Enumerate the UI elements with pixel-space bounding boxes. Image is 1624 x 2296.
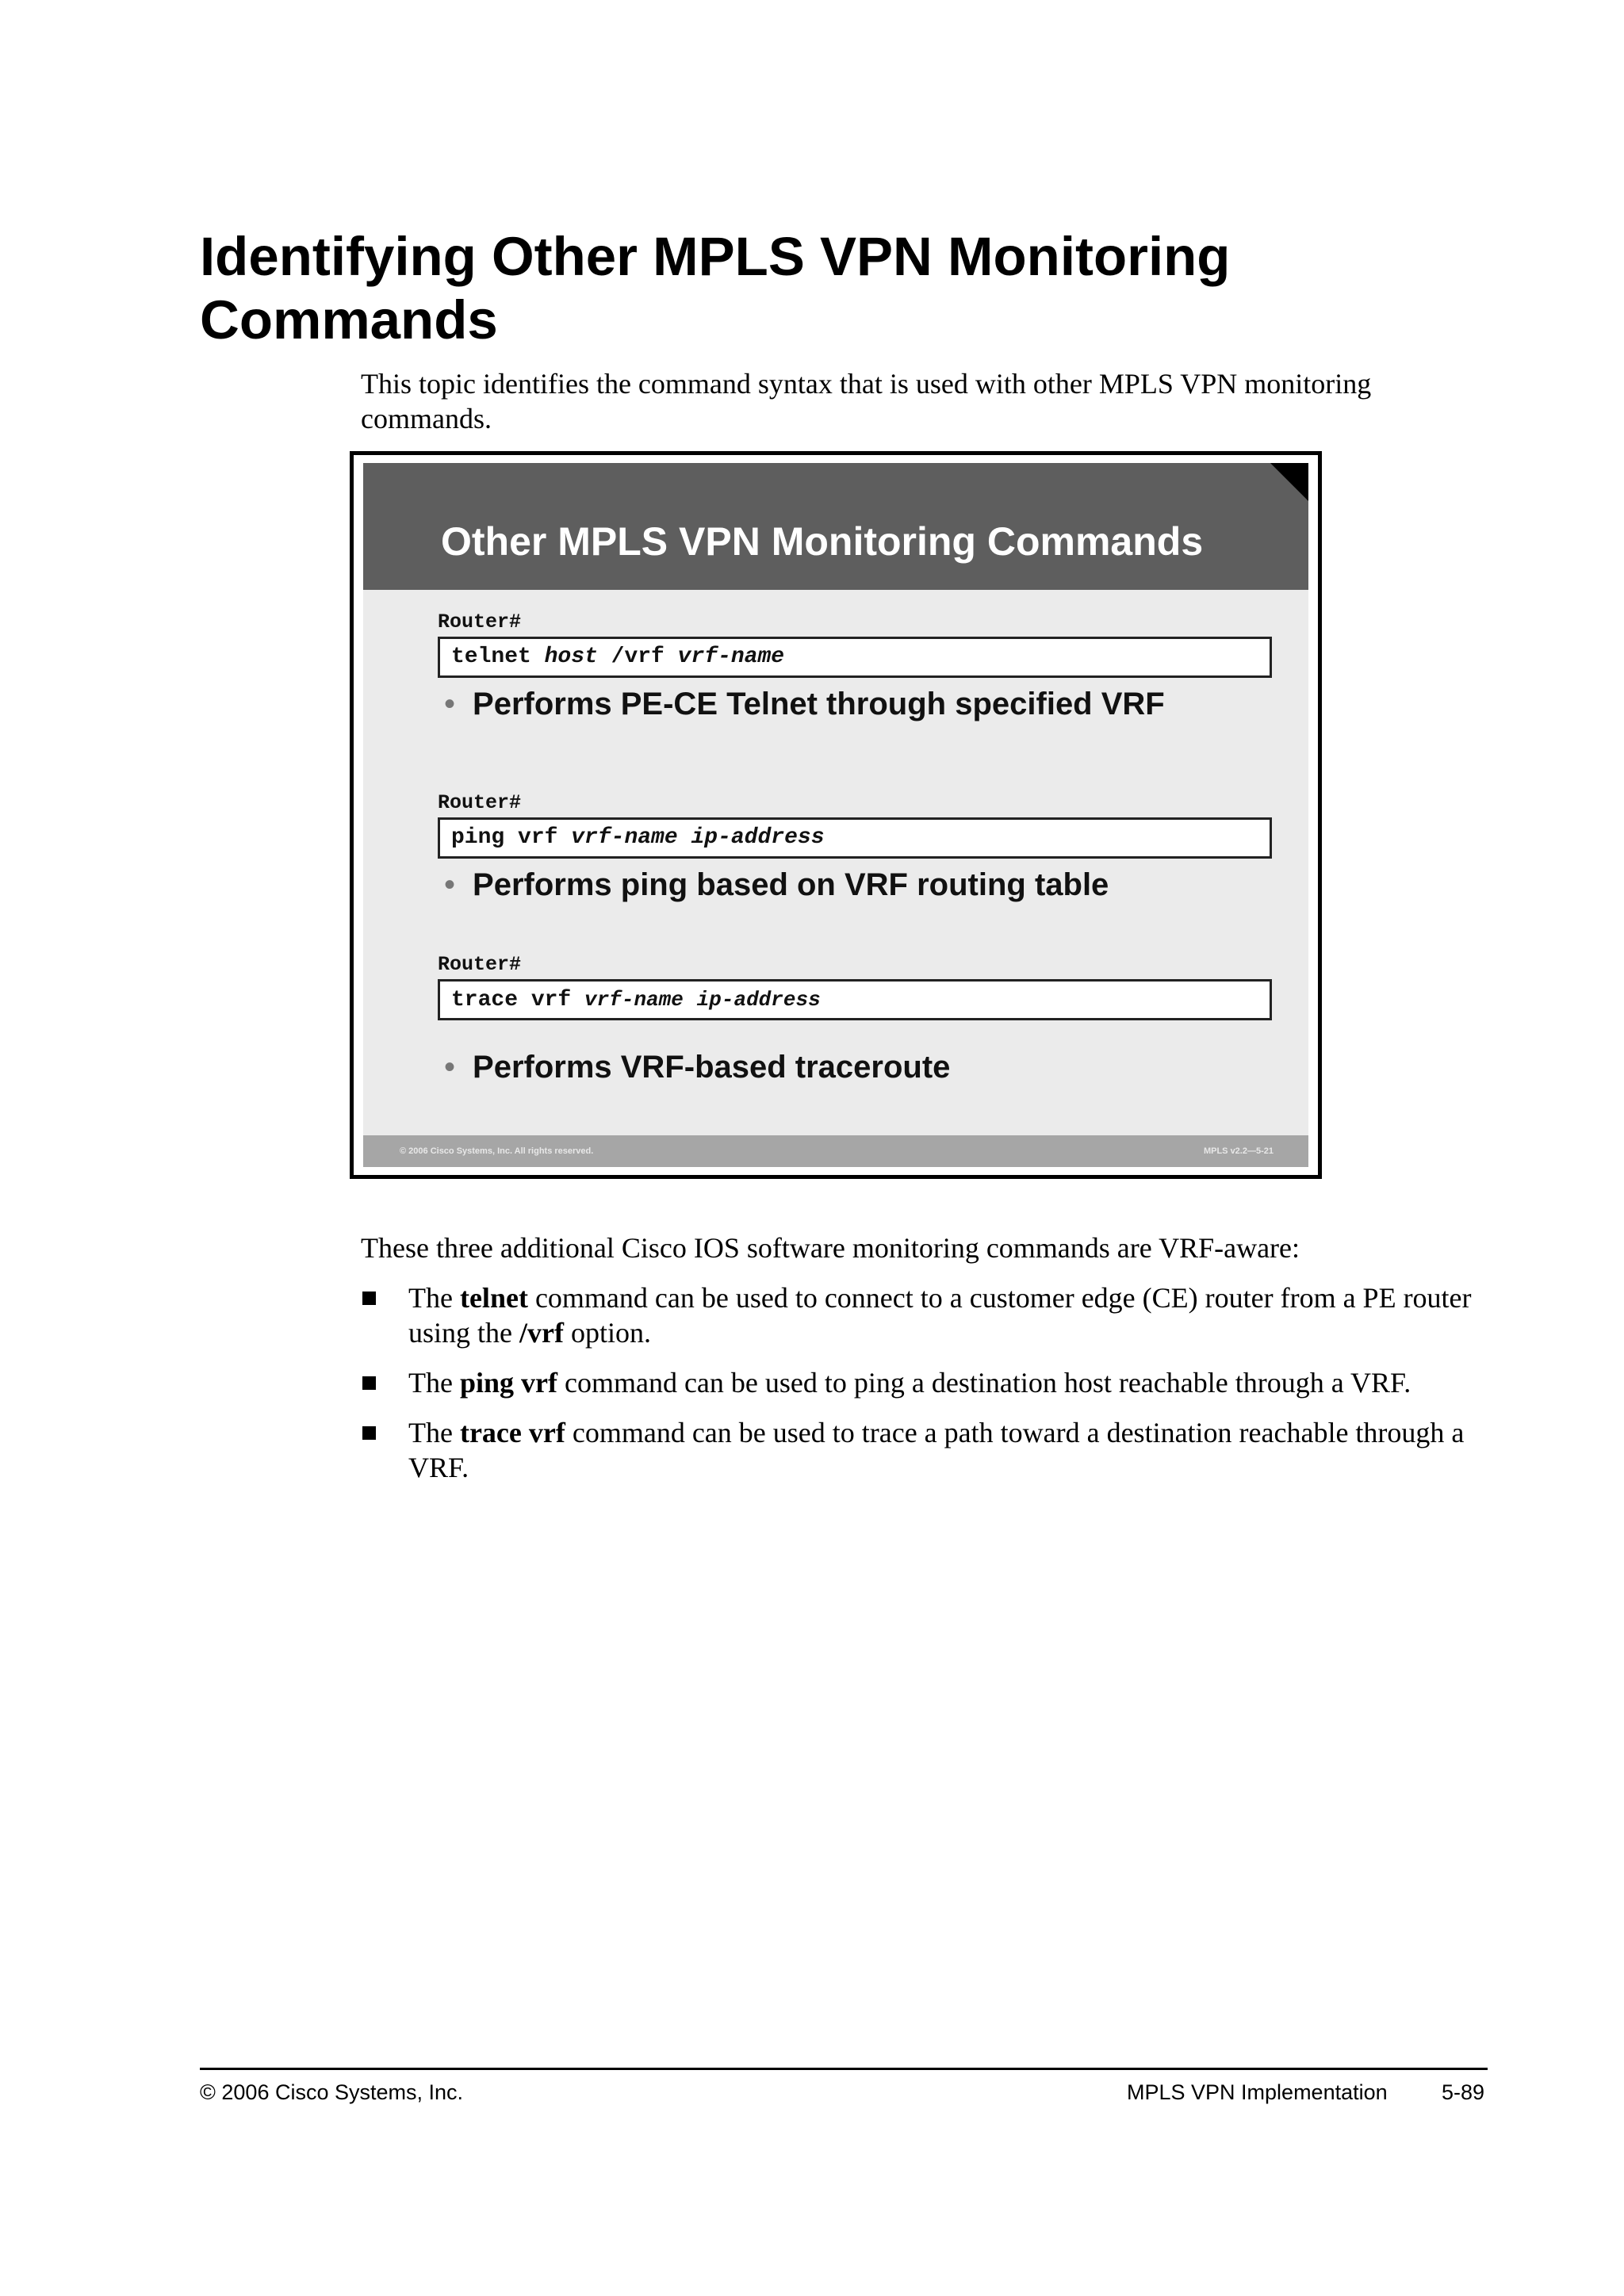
page-title	[200, 225, 1469, 352]
body-lead: These three additional Cisco IOS software monitoring commands are VRF-aware:	[361, 1232, 1300, 1264]
bullet-dot-icon: •	[444, 867, 456, 902]
command-box-trace	[438, 979, 1272, 1020]
command-argument: vrf-name	[677, 645, 785, 669]
list-text: command can be used to connect to a customer edge (CE) router from a PE router using the	[408, 1282, 1472, 1349]
intro-line-1: This topic identifies the command syntax that is used with other MPLS VPN monitoring	[361, 368, 1372, 400]
slide-footer-copyright: © 2006 Cisco Systems, Inc. All rights reserved.	[400, 1146, 594, 1156]
intro-line-2: commands.	[361, 403, 492, 434]
footer-page-number: 5-89	[1442, 2080, 1485, 2104]
slide-bullet-3	[444, 1050, 950, 1085]
slide-bullet-1	[444, 687, 1165, 722]
slide-bullet-text: Performs VRF-based traceroute	[473, 1050, 951, 1085]
command-keyword: trace vrf	[451, 988, 585, 1012]
slide-bullet-text: Performs PE-CE Telnet through specified VRF	[473, 687, 1165, 721]
slide-footer-code: MPLS v2.2—5-21	[1203, 1146, 1274, 1156]
corner-triangle-icon	[1270, 463, 1308, 501]
router-prompt-3: Router#	[438, 953, 522, 976]
command-argument: vrf-name	[584, 988, 684, 1012]
router-prompt-2: Router#	[438, 791, 522, 814]
command-argument: ip-address	[691, 825, 825, 850]
list-text: option.	[563, 1317, 651, 1349]
list-text: command can be used to trace a path toward a destination reachable through a VRF.	[408, 1417, 1465, 1483]
list-text: The	[408, 1367, 460, 1399]
list-text: The	[408, 1282, 460, 1314]
footer-copyright: © 2006 Cisco Systems, Inc.	[200, 2080, 464, 2104]
slide-footer	[363, 1135, 1308, 1167]
command-keyword: /vrf	[597, 645, 678, 669]
list-item	[361, 1415, 1487, 1485]
bullet-dot-icon: •	[444, 1050, 456, 1085]
router-prompt-1: Router#	[438, 610, 522, 633]
command-argument: ip-address	[696, 988, 821, 1012]
list-command: trace vrf	[459, 1417, 565, 1448]
slide-bullet-text: Performs ping based on VRF routing table	[473, 867, 1109, 902]
command-keyword	[684, 988, 697, 1012]
list-command: ping vrf	[459, 1367, 557, 1399]
square-bullet-icon	[362, 1376, 376, 1390]
command-argument: host	[544, 645, 598, 669]
list-item	[361, 1280, 1487, 1350]
page-title-line-2: Commands	[200, 289, 498, 350]
square-bullet-icon	[362, 1426, 376, 1440]
command-list	[361, 1280, 1487, 1500]
bullet-dot-icon: •	[444, 687, 456, 721]
slide-figure	[350, 451, 1322, 1179]
command-keyword: ping vrf	[451, 825, 572, 850]
list-command: telnet	[459, 1282, 528, 1314]
list-item	[361, 1365, 1487, 1400]
page-title-line-1: Identifying Other MPLS VPN Monitoring	[200, 226, 1231, 287]
list-text: The	[408, 1417, 460, 1448]
square-bullet-icon	[362, 1292, 376, 1305]
command-argument: vrf-name	[571, 825, 678, 850]
command-keyword	[678, 825, 691, 850]
command-box-telnet	[438, 637, 1272, 678]
footer-rule	[200, 2068, 1488, 2070]
list-command: /vrf	[519, 1317, 564, 1349]
list-text: command can be used to ping a destination host reachable through a VRF.	[557, 1367, 1411, 1399]
slide-bullet-2	[444, 867, 1109, 903]
command-box-ping	[438, 817, 1272, 859]
slide-title: Other MPLS VPN Monitoring Commands	[441, 519, 1204, 564]
footer-course: MPLS VPN Implementation	[1127, 2080, 1388, 2104]
slide-header	[363, 463, 1308, 590]
intro-paragraph	[361, 366, 1495, 436]
command-keyword: telnet	[451, 645, 545, 669]
slide-content	[363, 463, 1308, 1167]
